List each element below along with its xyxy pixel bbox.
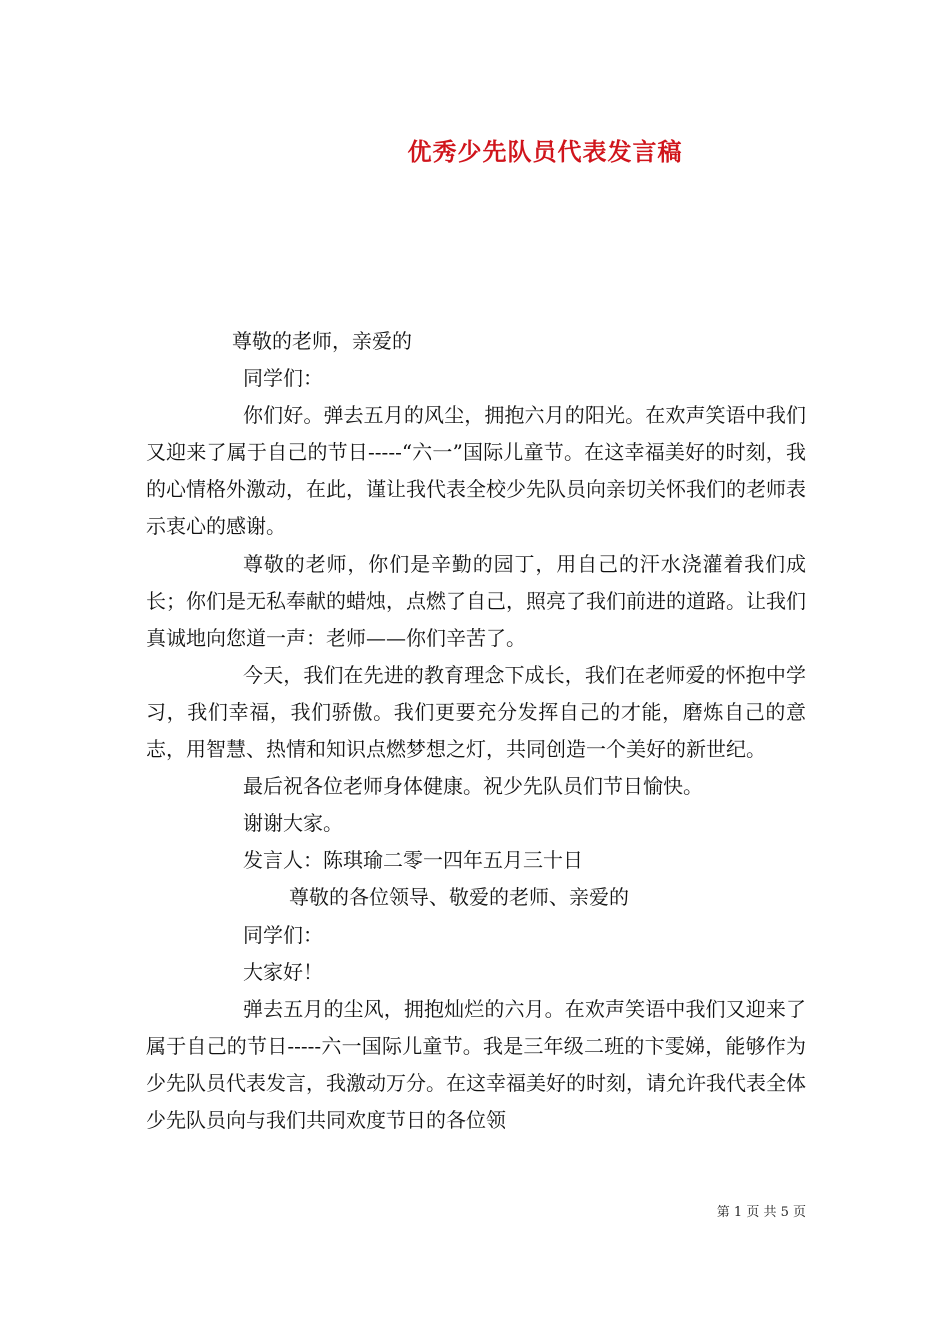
salutation-students: 同学们：: [243, 366, 323, 391]
paragraph-greeting: 你们好。弹去五月的风尘，拥抱六月的阳光。在欢声笑语中我们又迎来了属于自己的节日-----“六一”国际儿童节。在这幸福美好的时刻，我的心情格外激动，在此，谨让我代表全校少先队员向亲切关怀我们的老师表示衷心的感谢。: [146, 403, 806, 539]
paragraph-thanks: 谢谢大家。: [243, 811, 343, 836]
paragraph-teachers: 尊敬的老师，你们是辛勤的园丁，用自己的汗水浇灌着我们成长；你们是无私奉献的蜡烛，点燃了自己，照亮了我们前进的道路。让我们真诚地向您道一声：老师——你们辛苦了。: [146, 551, 806, 650]
document-body: [146, 323, 806, 1139]
speaker-signature: 发言人：陈琪瑜二零一四年五月三十日: [243, 848, 583, 873]
paragraph-today: 今天，我们在先进的教育理念下成长，我们在老师爱的怀抱中学习，我们幸福，我们骄傲。我们更要充分发挥自己的才能，磨炼自己的意志，用智慧、热情和知识点燃梦想之灯，共同创造一个美好的新世纪。: [146, 662, 806, 762]
paragraph-speech-2: 弹去五月的尘风，拥抱灿烂的六月。在欢声笑语中我们又迎来了属于自己的节日-----六一国际儿童节。我是三年级二班的卞雯娣，能够作为少先队员代表发言，我激动万分。在这幸福美好的时刻，请允许我代表全体少先队员向与我们共同欢度节日的各位领: [146, 996, 806, 1132]
document-title: 优秀少先队员代表发言稿: [407, 137, 683, 166]
greeting-hello: 大家好！: [243, 959, 323, 984]
page-number-footer: 第 1 页 共 5 页: [716, 1205, 806, 1220]
salutation-line: 尊敬的老师，亲爱的: [232, 329, 412, 353]
paragraph-wishes: 最后祝各位老师身体健康。祝少先队员们节日愉快。: [243, 774, 703, 799]
salutation-line-2: 尊敬的各位领导、敬爱的老师、亲爱的: [289, 885, 629, 910]
salutation-students-2: 同学们：: [243, 922, 323, 947]
